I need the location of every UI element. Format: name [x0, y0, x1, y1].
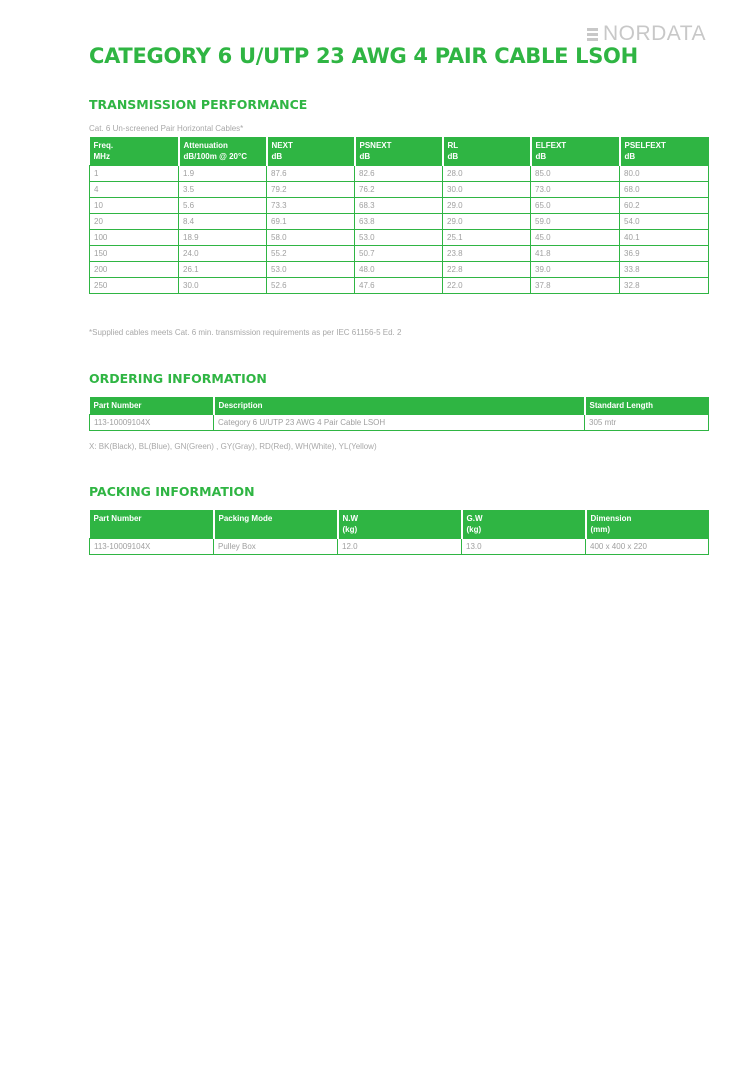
table-cell: Pulley Box [214, 539, 338, 555]
table-cell: 39.0 [531, 262, 620, 278]
table-cell: 48.0 [355, 262, 443, 278]
table-cell: 8.4 [179, 214, 267, 230]
table-cell: 76.2 [355, 182, 443, 198]
table-row [90, 278, 709, 294]
table-cell: 82.6 [355, 166, 443, 182]
table-cell: 45.0 [531, 230, 620, 246]
table-cell: 50.7 [355, 246, 443, 262]
column-header-line-1: ELFEXT [535, 141, 567, 150]
column-header [620, 137, 709, 166]
column-header [462, 510, 586, 539]
column-header-line-2: MHz [93, 152, 110, 161]
column-header [586, 510, 709, 539]
table-cell: 85.0 [531, 166, 620, 182]
table-cell: 53.0 [267, 262, 355, 278]
table-row [90, 262, 709, 278]
column-header [90, 510, 214, 539]
column-header-line-2: dB [359, 152, 371, 161]
transmission-footnote: *Supplied cables meets Cat. 6 min. transmission requirements as per IEC 61156-5 Ed. 2 [89, 328, 402, 337]
column-header [214, 397, 585, 415]
table-cell: 30.0 [443, 182, 531, 198]
column-header-line-1: G.W [466, 514, 483, 523]
packing-heading: PACKING INFORMATION [89, 484, 255, 499]
table-cell: 24.0 [179, 246, 267, 262]
table-cell: 47.6 [355, 278, 443, 294]
table-cell: 65.0 [531, 198, 620, 214]
table-cell: 23.8 [443, 246, 531, 262]
column-header-line-1: Description [218, 401, 263, 410]
table-cell: 28.0 [443, 166, 531, 182]
column-header [179, 137, 267, 166]
column-header-line-1: NEXT [271, 141, 293, 150]
table-row [90, 214, 709, 230]
table-cell: 13.0 [462, 539, 586, 555]
table-cell: 80.0 [620, 166, 709, 182]
table-cell: 18.9 [179, 230, 267, 246]
column-header-line-1: Part Number [93, 401, 142, 410]
table-cell: 58.0 [267, 230, 355, 246]
column-header [90, 137, 179, 166]
column-header-line-2: dB [271, 152, 283, 161]
table-header-row [90, 397, 709, 415]
table-cell: 250 [90, 278, 179, 294]
column-header [443, 137, 531, 166]
table-cell: 4 [90, 182, 179, 198]
table-cell: 55.2 [267, 246, 355, 262]
table-cell: 113-10009104X [90, 415, 214, 431]
table-row [90, 415, 709, 431]
ordering-table [89, 397, 709, 431]
table-cell: Category 6 U/UTP 23 AWG 4 Pair Cable LSOH [214, 415, 585, 431]
table-cell: 100 [90, 230, 179, 246]
table-cell: 29.0 [443, 214, 531, 230]
column-header-line-2: (kg) [342, 525, 358, 534]
table-row [90, 230, 709, 246]
table-cell: 1.9 [179, 166, 267, 182]
column-header [214, 510, 338, 539]
column-header-line-2: (kg) [466, 525, 482, 534]
column-header-line-1: PSNEXT [359, 141, 392, 150]
column-header-line-2: dB [624, 152, 636, 161]
table-cell: 59.0 [531, 214, 620, 230]
table-cell: 400 x 400 x 220 [586, 539, 709, 555]
column-header [90, 397, 214, 415]
table-cell: 200 [90, 262, 179, 278]
table-cell: 73.3 [267, 198, 355, 214]
column-header-line-2: dB/100m @ 20°C [183, 152, 247, 161]
column-header-line-1: Attenuation [183, 141, 228, 150]
table-cell: 52.6 [267, 278, 355, 294]
table-cell: 10 [90, 198, 179, 214]
column-header-line-2: (mm) [590, 525, 611, 534]
table-cell: 22.0 [443, 278, 531, 294]
column-header [267, 137, 355, 166]
stacked-bars-icon [587, 28, 598, 41]
table-cell: 12.0 [338, 539, 462, 555]
table-cell: 53.0 [355, 230, 443, 246]
table-cell: 63.8 [355, 214, 443, 230]
column-header-line-1: RL [447, 141, 459, 150]
column-header-line-1: Dimension [590, 514, 632, 523]
table-cell: 33.8 [620, 262, 709, 278]
table-row [90, 198, 709, 214]
column-header-line-1: Standard Length [589, 401, 654, 410]
table-row [90, 246, 709, 262]
table-cell: 68.3 [355, 198, 443, 214]
column-header [585, 397, 709, 415]
table-cell: 69.1 [267, 214, 355, 230]
table-row [90, 539, 709, 555]
table-cell: 68.0 [620, 182, 709, 198]
column-header [355, 137, 443, 166]
column-header [338, 510, 462, 539]
brand-logo [587, 22, 706, 46]
table-cell: 40.1 [620, 230, 709, 246]
table-cell: 60.2 [620, 198, 709, 214]
table-cell: 25.1 [443, 230, 531, 246]
table-cell: 150 [90, 246, 179, 262]
column-header-line-1: Part Number [93, 514, 142, 523]
table-cell: 30.0 [179, 278, 267, 294]
table-cell: 87.6 [267, 166, 355, 182]
brand-logo-text: NORDATA [602, 22, 706, 45]
table-cell: 113-10009104X [90, 539, 214, 555]
table-row [90, 182, 709, 198]
table-cell: 1 [90, 166, 179, 182]
transmission-table [89, 137, 709, 294]
table-cell: 73.0 [531, 182, 620, 198]
table-cell: 29.0 [443, 198, 531, 214]
table-cell: 20 [90, 214, 179, 230]
table-cell: 305 mtr [585, 415, 709, 431]
transmission-heading: TRANSMISSION PERFORMANCE [89, 97, 308, 112]
column-header-line-1: PSELFEXT [624, 141, 666, 150]
column-header-line-1: Packing Mode [218, 514, 273, 523]
table-cell: 54.0 [620, 214, 709, 230]
table-cell: 79.2 [267, 182, 355, 198]
table-row [90, 166, 709, 182]
transmission-subtitle: Cat. 6 Un-screened Pair Horizontal Cables* [89, 124, 244, 133]
packing-table [89, 510, 709, 555]
column-header-line-1: N.W [342, 514, 359, 523]
table-cell: 37.8 [531, 278, 620, 294]
table-cell: 26.1 [179, 262, 267, 278]
table-cell: 32.8 [620, 278, 709, 294]
column-header-line-2: dB [535, 152, 547, 161]
ordering-heading: ORDERING INFORMATION [89, 371, 267, 386]
table-cell: 3.5 [179, 182, 267, 198]
color-code-note: X: BK(Black), BL(Blue), GN(Green) , GY(Gray), RD(Red), WH(White), YL(Yellow) [89, 442, 377, 451]
table-header-row [90, 510, 709, 539]
column-header [531, 137, 620, 166]
table-header-row [90, 137, 709, 166]
page-title: CATEGORY 6 U/UTP 23 AWG 4 PAIR CABLE LSOH [89, 44, 638, 68]
table-cell: 22.8 [443, 262, 531, 278]
column-header-line-1: Freq. [93, 141, 114, 150]
table-cell: 36.9 [620, 246, 709, 262]
column-header-line-2: dB [447, 152, 459, 161]
table-cell: 41.8 [531, 246, 620, 262]
table-cell: 5.6 [179, 198, 267, 214]
